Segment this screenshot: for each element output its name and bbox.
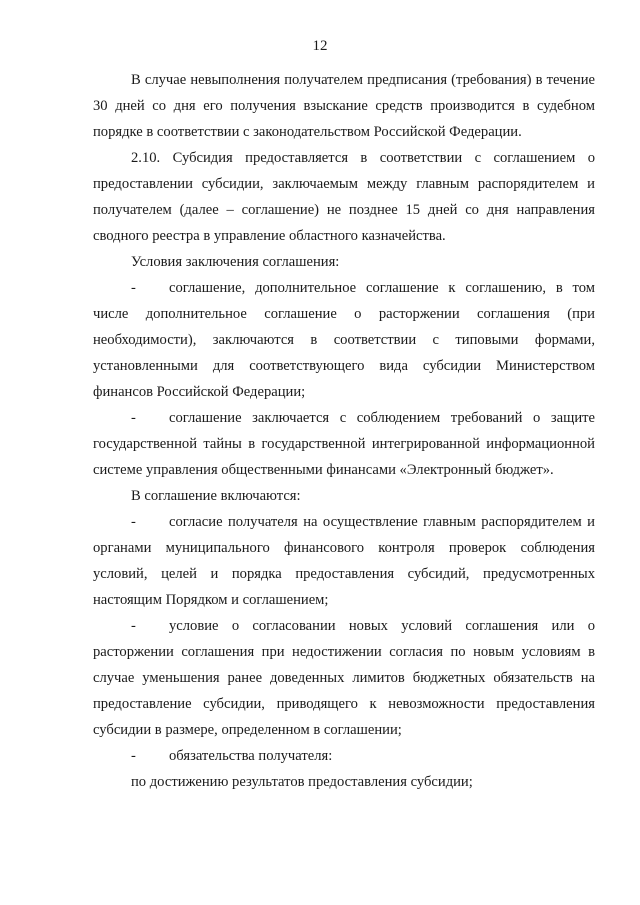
paragraph-2-10: 2.10. Субсидия предоставляется в соответствии с соглашением о предоставлении субсидии, заключаемым между главным распорядителем и получателем (далее – соглашение) не позднее 15 дней со дня направления сводного реестра в управление областного казначейства.	[93, 150, 595, 244]
list-item-text: обязательства получателя:	[169, 748, 333, 764]
page-number: 12	[312, 38, 328, 54]
list-item	[93, 275, 595, 405]
list-item	[93, 405, 595, 483]
bullet-dash: -	[131, 514, 136, 530]
bullet-dash: -	[131, 280, 136, 296]
document-body	[93, 67, 595, 795]
paragraph-results: по достижению результатов предоставления субсидии;	[131, 774, 473, 790]
paragraph-enforcement: В случае невыполнения получателем предписания (требования) в течение 30 дней со дня его получения взыскание средств производится в судебном порядке в соответствии с законодательством Российской Федерации.	[93, 72, 595, 140]
list-item-text: согласие получателя на осуществление главным распорядителем и органами муниципального финансового контроля проверок соблюдения условий, целей и порядка предоставления субсидий, предусмотренных настоящим Порядком и соглашением;	[93, 514, 595, 608]
paragraph-includes-heading: В соглашение включаются:	[131, 488, 301, 504]
bullet-dash: -	[131, 618, 136, 634]
list-item-text: условие о согласовании новых условий соглашения или о расторжении соглашения при недостижении согласия по новым условиям в случае уменьшения ранее доведенных лимитов бюджетных обязательств на предоставление субсидии, приводящего к невозможности предоставления субсидии в размере, определенном в соглашении;	[93, 618, 595, 738]
list-item	[93, 613, 595, 743]
list-item-text: соглашение заключается с соблюдением требований о защите государственной тайны в государственной интегрированной информационной системе управления общественными финансами «Электронный бюджет».	[93, 410, 595, 478]
paragraph-conditions-heading: Условия заключения соглашения:	[131, 254, 340, 270]
list-item-text: соглашение, дополнительное соглашение к соглашению, в том числе дополнительное соглашение о расторжении соглашения (при необходимости), заключаются в соответствии с типовыми формами, установленными для соответствующего вида субсидии Министерством финансов Российской Федерации;	[93, 280, 595, 400]
bullet-dash: -	[131, 410, 136, 426]
list-item	[93, 743, 595, 769]
list-item	[93, 509, 595, 613]
bullet-dash: -	[131, 748, 136, 764]
